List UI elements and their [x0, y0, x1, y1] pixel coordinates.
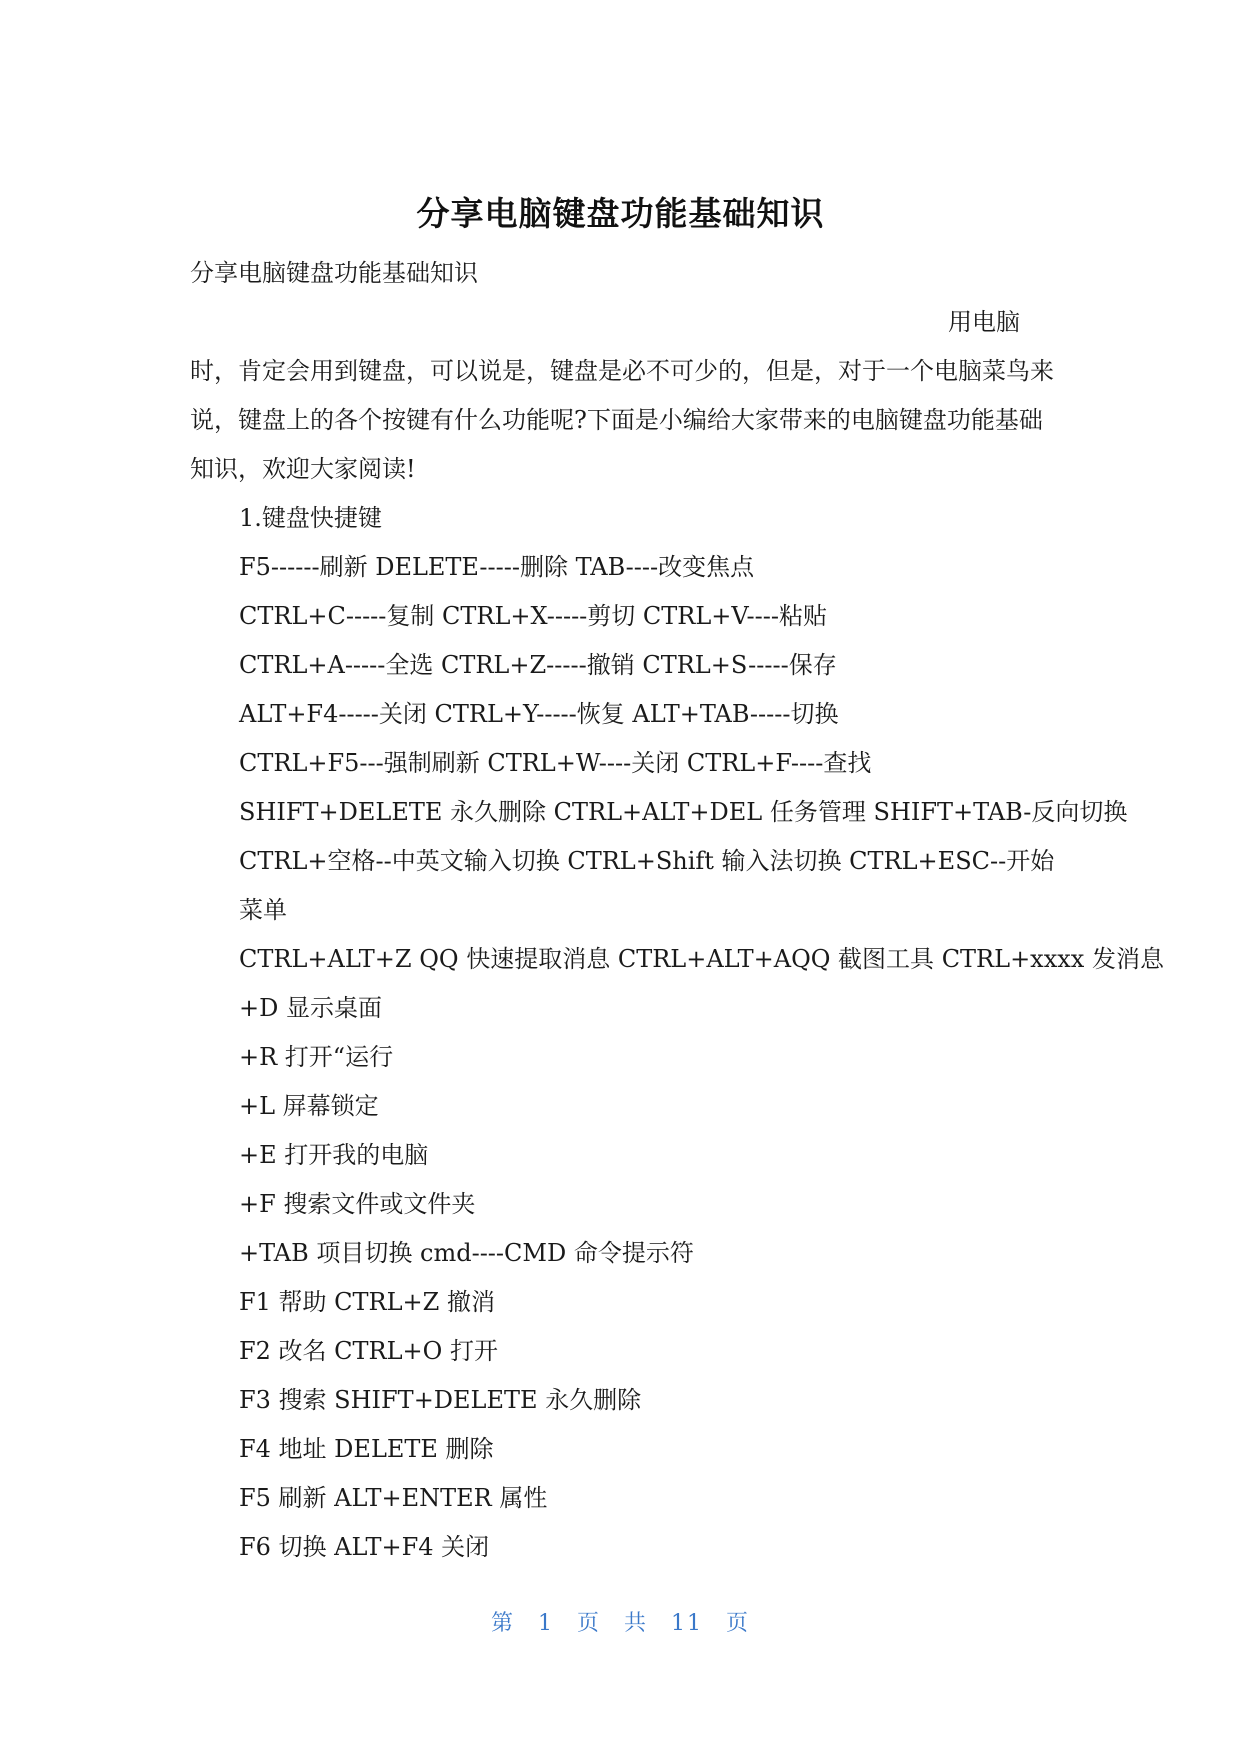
- list-item: F5 刷新 ALT+ENTER 属性: [239, 1484, 548, 1512]
- document-subtitle: 分享电脑键盘功能基础知识: [190, 259, 478, 287]
- list-item: F6 切换 ALT+F4 关闭: [239, 1533, 490, 1561]
- list-item: CTRL+A-----全选 CTRL+Z-----撤销 CTRL+S-----保存: [239, 651, 837, 679]
- list-item: CTRL+空格--中英文输入切换 CTRL+Shift 输入法切换 CTRL+ESC--开始菜单: [239, 847, 1055, 924]
- list-item: F2 改名 CTRL+O 打开: [239, 1337, 498, 1365]
- list-item: CTRL+F5---强制刷新 CTRL+W----关闭 CTRL+F----查找: [239, 749, 872, 777]
- page-number-footer: 第 1 页 共 11 页: [491, 1611, 750, 1636]
- list-item: +R 打开“运行: [239, 1043, 394, 1071]
- list-item: +D 显示桌面: [239, 994, 382, 1022]
- list-item: +E 打开我的电脑: [239, 1141, 429, 1169]
- list-item: +F 搜索文件或文件夹: [239, 1190, 476, 1218]
- list-item: F1 帮助 CTRL+Z 撤消: [239, 1288, 495, 1316]
- list-item: ALT+F4-----关闭 CTRL+Y-----恢复 ALT+TAB-----切换: [239, 700, 839, 728]
- list-item: +L 屏幕锁定: [239, 1092, 379, 1120]
- document-title: 分享电脑键盘功能基础知识: [416, 194, 825, 233]
- shortcut-list: [190, 494, 1164, 1572]
- section-heading: 1.键盘快捷键: [239, 504, 382, 532]
- list-item: F5------刷新 DELETE-----删除 TAB----改变焦点: [239, 553, 755, 581]
- intro-paragraph: [190, 298, 1060, 494]
- list-item: +TAB 项目切换 cmd----CMD 命令提示符: [239, 1239, 694, 1267]
- list-item: CTRL+C-----复制 CTRL+X-----剪切 CTRL+V----粘贴: [239, 602, 827, 630]
- list-item: CTRL+ALT+Z QQ 快速提取消息 CTRL+ALT+AQQ 截图工具 CTRL+xxxx 发消息: [239, 945, 1164, 973]
- list-item: F4 地址 DELETE 删除: [239, 1435, 494, 1463]
- intro-first-line: 用电脑: [948, 308, 1020, 336]
- list-item: F3 搜索 SHIFT+DELETE 永久删除: [239, 1386, 642, 1414]
- list-item: SHIFT+DELETE 永久删除 CTRL+ALT+DEL 任务管理 SHIFT+TAB-反向切换: [239, 798, 1128, 826]
- intro-body: 时，肯定会用到键盘，可以说是，键盘是必不可少的，但是，对于一个电脑菜鸟来说，键盘上的各个按键有什么功能呢?下面是小编给大家带来的电脑键盘功能基础知识，欢迎大家阅读!: [190, 357, 1054, 483]
